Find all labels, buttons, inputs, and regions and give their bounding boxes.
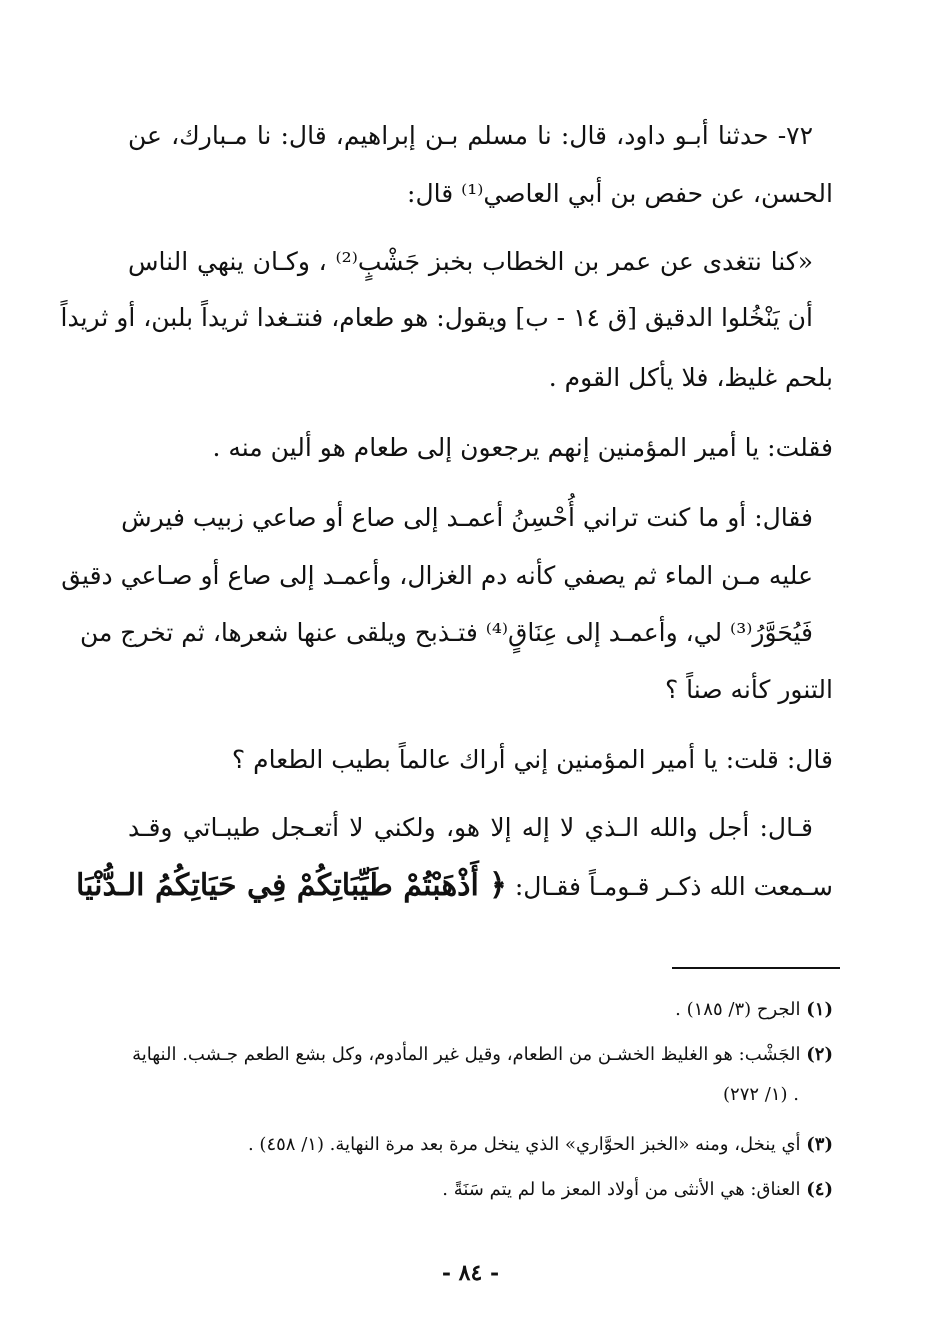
body-line-4: أن يَنْخُلوا الدقيق [ق ١٤ - ب] ويقول: هو طعام، فنتـغدا ثريداً بلبن، أو ثريداً [60, 303, 813, 332]
footnote-3 [248, 1133, 833, 1156]
body-line-13-text: سـمعت الله ذكـر قـومـاً فقـال: [514, 872, 833, 901]
body-line-8: عليه مـن الماء ثم يصفي كأنه دم الغزال، وأعمـد إلى صاع أو صـاعي دقيق [61, 561, 813, 590]
body-line-3: «كنا نتغدى عن عمر بن الخطاب بخبز جَشْبٍ⁽²⁾ ، وكـان ينهي الناس [128, 247, 813, 276]
footnote-divider [672, 967, 840, 969]
body-line-1: ٧٢- حدثنا أبـو داود، قال: نا مسلم بـن إبراهيم، قال: نا مـبارك، عن [128, 121, 813, 150]
body-line-12: قـال: أجل والله الـذي لا إله إلا هو، ولكني لا أتعـجل طيبـاتي وقـد [128, 813, 813, 842]
body-line-9: فَيُحَوَّرُ⁽³⁾ لي، وأعمـد إلى عِنَاقٍ⁽⁴⁾ فتـذبح ويلقى عنها شعرها، ثم تخرج من [79, 618, 813, 647]
quran-verse: ﴿ أَذْهَبْتُمْ طَيِّبَاتِكُمْ فِي حَيَاتِكُمُ الـدُّنْيَا [75, 868, 507, 903]
footnote-1 [675, 998, 833, 1021]
footnote-1-text: الجرح (٣/ ١٨٥) . [675, 999, 801, 1020]
footnote-4-number: (٤) [806, 1179, 833, 1200]
footnote-2-continuation [723, 1083, 799, 1106]
footnote-3-text: أي ينخل، ومنه «الخبز الحوَّاري» الذي ينخل مرة بعد مرة النهاية. (١/ ٤٥٨) . [247, 1134, 801, 1155]
footnote-2 [132, 1043, 833, 1066]
body-line-10: التنور كأنه صناً ؟ [664, 675, 833, 704]
body-line-2: الحسن، عن حفص بن أبي العاصي⁽¹⁾ قال: [407, 179, 833, 208]
body-line-6: فقلت: يا أمير المؤمنين إنهم يرجعون إلى طعام هو ألين منه . [212, 433, 833, 462]
body-line-5: بلحم غليظ، فلا يأكل القوم . [548, 363, 833, 392]
footnote-4 [442, 1178, 833, 1201]
footnote-3-number: (٣) [806, 1134, 833, 1155]
footnote-4-text: العناق: هي الأنثى من أولاد المعز ما لم يتم سَنَةً . [442, 1179, 801, 1200]
body-line-11: قال: قلت: يا أمير المؤمنين إني أراك عالماً بطيب الطعام ؟ [231, 745, 833, 774]
page-number: - ٨٤ - [441, 1260, 500, 1286]
body-line-7: فقال: أو ما كنت تراني أُحْسِنُ أعمـد إلى صاع أو صاعي زبيب فيرش [121, 503, 813, 532]
body-line-13 [76, 866, 833, 905]
footnote-2-number: (٢) [806, 1044, 833, 1065]
footnote-2-text: الجَشْب: هو الغليظ الخشـن من الطعام، وقيل غير المأدوم، وكل بشع الطعم جـشب. النهاية [132, 1044, 801, 1065]
footnote-1-number: (١) [806, 999, 833, 1020]
footnote-2-continuation-text: (١/ ٢٧٢) . [723, 1084, 799, 1105]
